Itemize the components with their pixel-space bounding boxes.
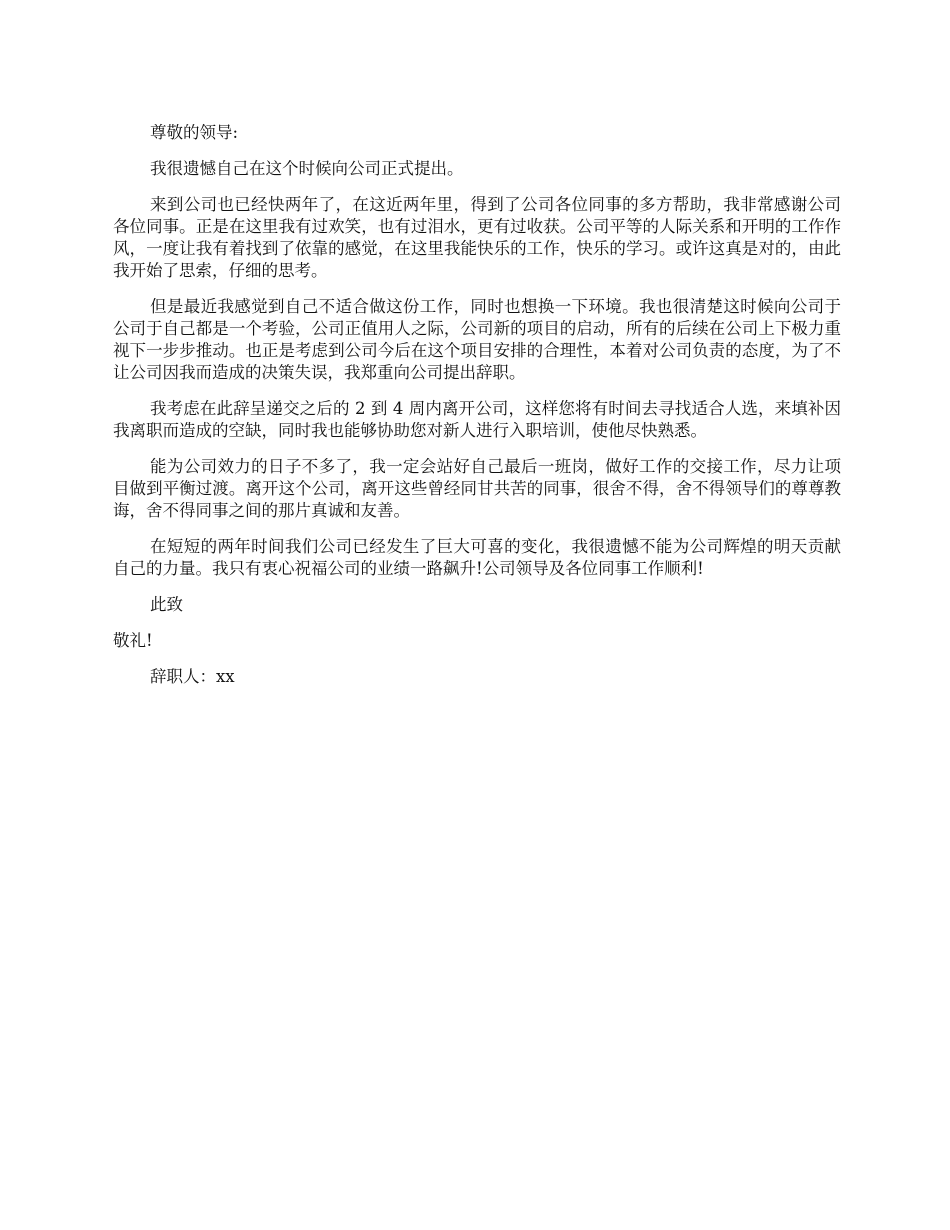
body-paragraph: 能为公司效力的日子不多了，我一定会站好自己最后一班岗，做好工作的交接工作，尽力让项目做到平衡过渡。离开这个公司，离开这些曾经同甘共苦的同事，很舍不得，舍不得领导们的尊尊教诲，舍不得同事之间的那片真诚和友善。 <box>113 457 841 520</box>
salutation: 尊敬的领导: <box>150 123 239 142</box>
body-paragraph: 在短短的两年时间我们公司已经发生了巨大可喜的变化，我很遗憾不能为公司辉煌的明天贡献自己的力量。我只有衷心祝福公司的业绩一路飙升!公司领导及各位同事工作顺利! <box>113 537 841 578</box>
closing-salute: 敬礼! <box>113 631 153 650</box>
body-paragraph: 但是最近我感觉到自己不适合做这份工作，同时也想换一下环境。我也很清楚这时候向公司于公司于自己都是一个考验，公司正值用人之际，公司新的项目的启动，所有的后续在公司上下极力重视下一步步推动。也正是考虑到公司今后在这个项目安排的合理性，本着对公司负责的态度，为了不让公司因我而造成的决策失误，我郑重向公司提出辞职。 <box>113 297 841 382</box>
body-paragraph: 我考虑在此辞呈递交之后的 2 到 4 周内离开公司，这样您将有时间去寻找适合人选，来填补因我离职而造成的空缺，同时我也能够协助您对新人进行入职培训，使他尽快熟悉。 <box>113 399 841 440</box>
closing-phrase: 此致 <box>150 595 183 614</box>
body-paragraph: 来到公司也已经快两年了，在这近两年里，得到了公司各位同事的多方帮助，我非常感谢公司各位同事。正是在这里我有过欢笑，也有过泪水，更有过收获。公司平等的人际关系和开明的工作作风，一度让我有着找到了依靠的感觉，在这里我能快乐的工作，快乐的学习。或许这真是对的，由此我开始了思索，仔细的思考。 <box>113 195 841 280</box>
opening-paragraph: 我很遗憾自己在这个时候向公司正式提出。 <box>150 159 464 178</box>
signature-line: 辞职人：xx <box>150 667 235 686</box>
resignation-letter <box>113 122 841 702</box>
